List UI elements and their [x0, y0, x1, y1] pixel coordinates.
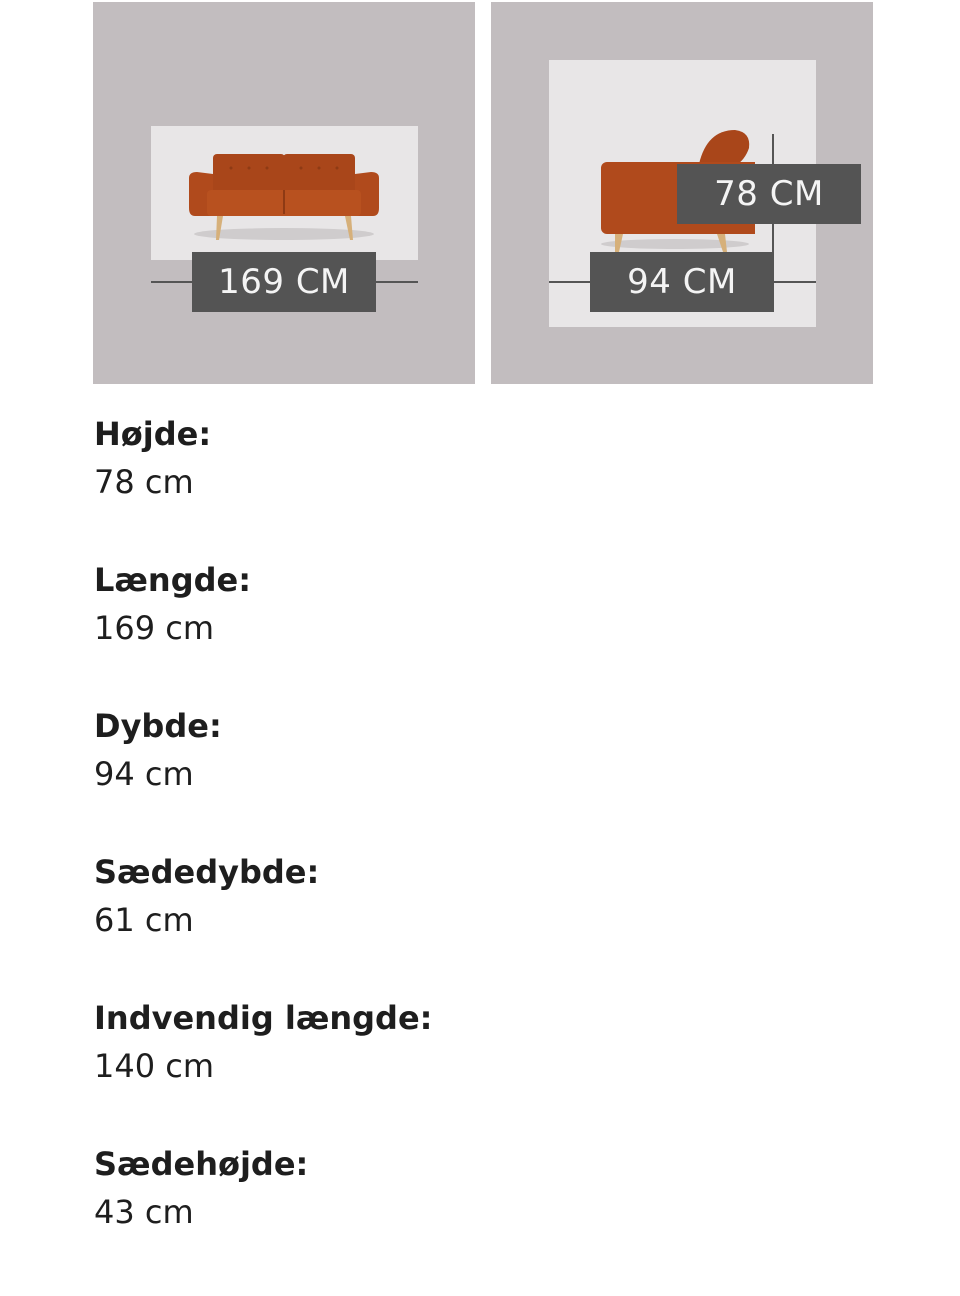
spec-indvendig-laengde: [94, 994, 794, 1090]
depth-label: 94 CM: [590, 252, 774, 312]
spec-value: 61 cm: [94, 901, 194, 939]
spec-label: Sædehøjde:: [94, 1145, 309, 1183]
spec-value: 140 cm: [94, 1047, 215, 1085]
spec-value: 43 cm: [94, 1193, 194, 1231]
dimensions-list: [94, 410, 794, 1286]
spec-value: 78 cm: [94, 463, 194, 501]
spec-laengde: [94, 556, 794, 652]
spec-label: Indvendig længde:: [94, 999, 433, 1037]
spec-label: Sædedybde:: [94, 853, 320, 891]
spec-dybde: [94, 702, 794, 798]
side-view-panel[interactable]: [491, 2, 873, 384]
spec-label: Dybde:: [94, 707, 222, 745]
height-label: 78 CM: [677, 164, 861, 224]
spec-saedehojde: [94, 1140, 794, 1236]
spec-saededybde: [94, 848, 794, 944]
spec-label: Højde:: [94, 415, 212, 453]
spec-label: Længde:: [94, 561, 252, 599]
spec-hojde: [94, 410, 794, 506]
spec-value: 169 cm: [94, 609, 215, 647]
width-label: 169 CM: [192, 252, 376, 312]
spec-value: 94 cm: [94, 755, 194, 793]
sofa-front-image: [187, 152, 381, 244]
front-view-panel[interactable]: [93, 2, 475, 384]
